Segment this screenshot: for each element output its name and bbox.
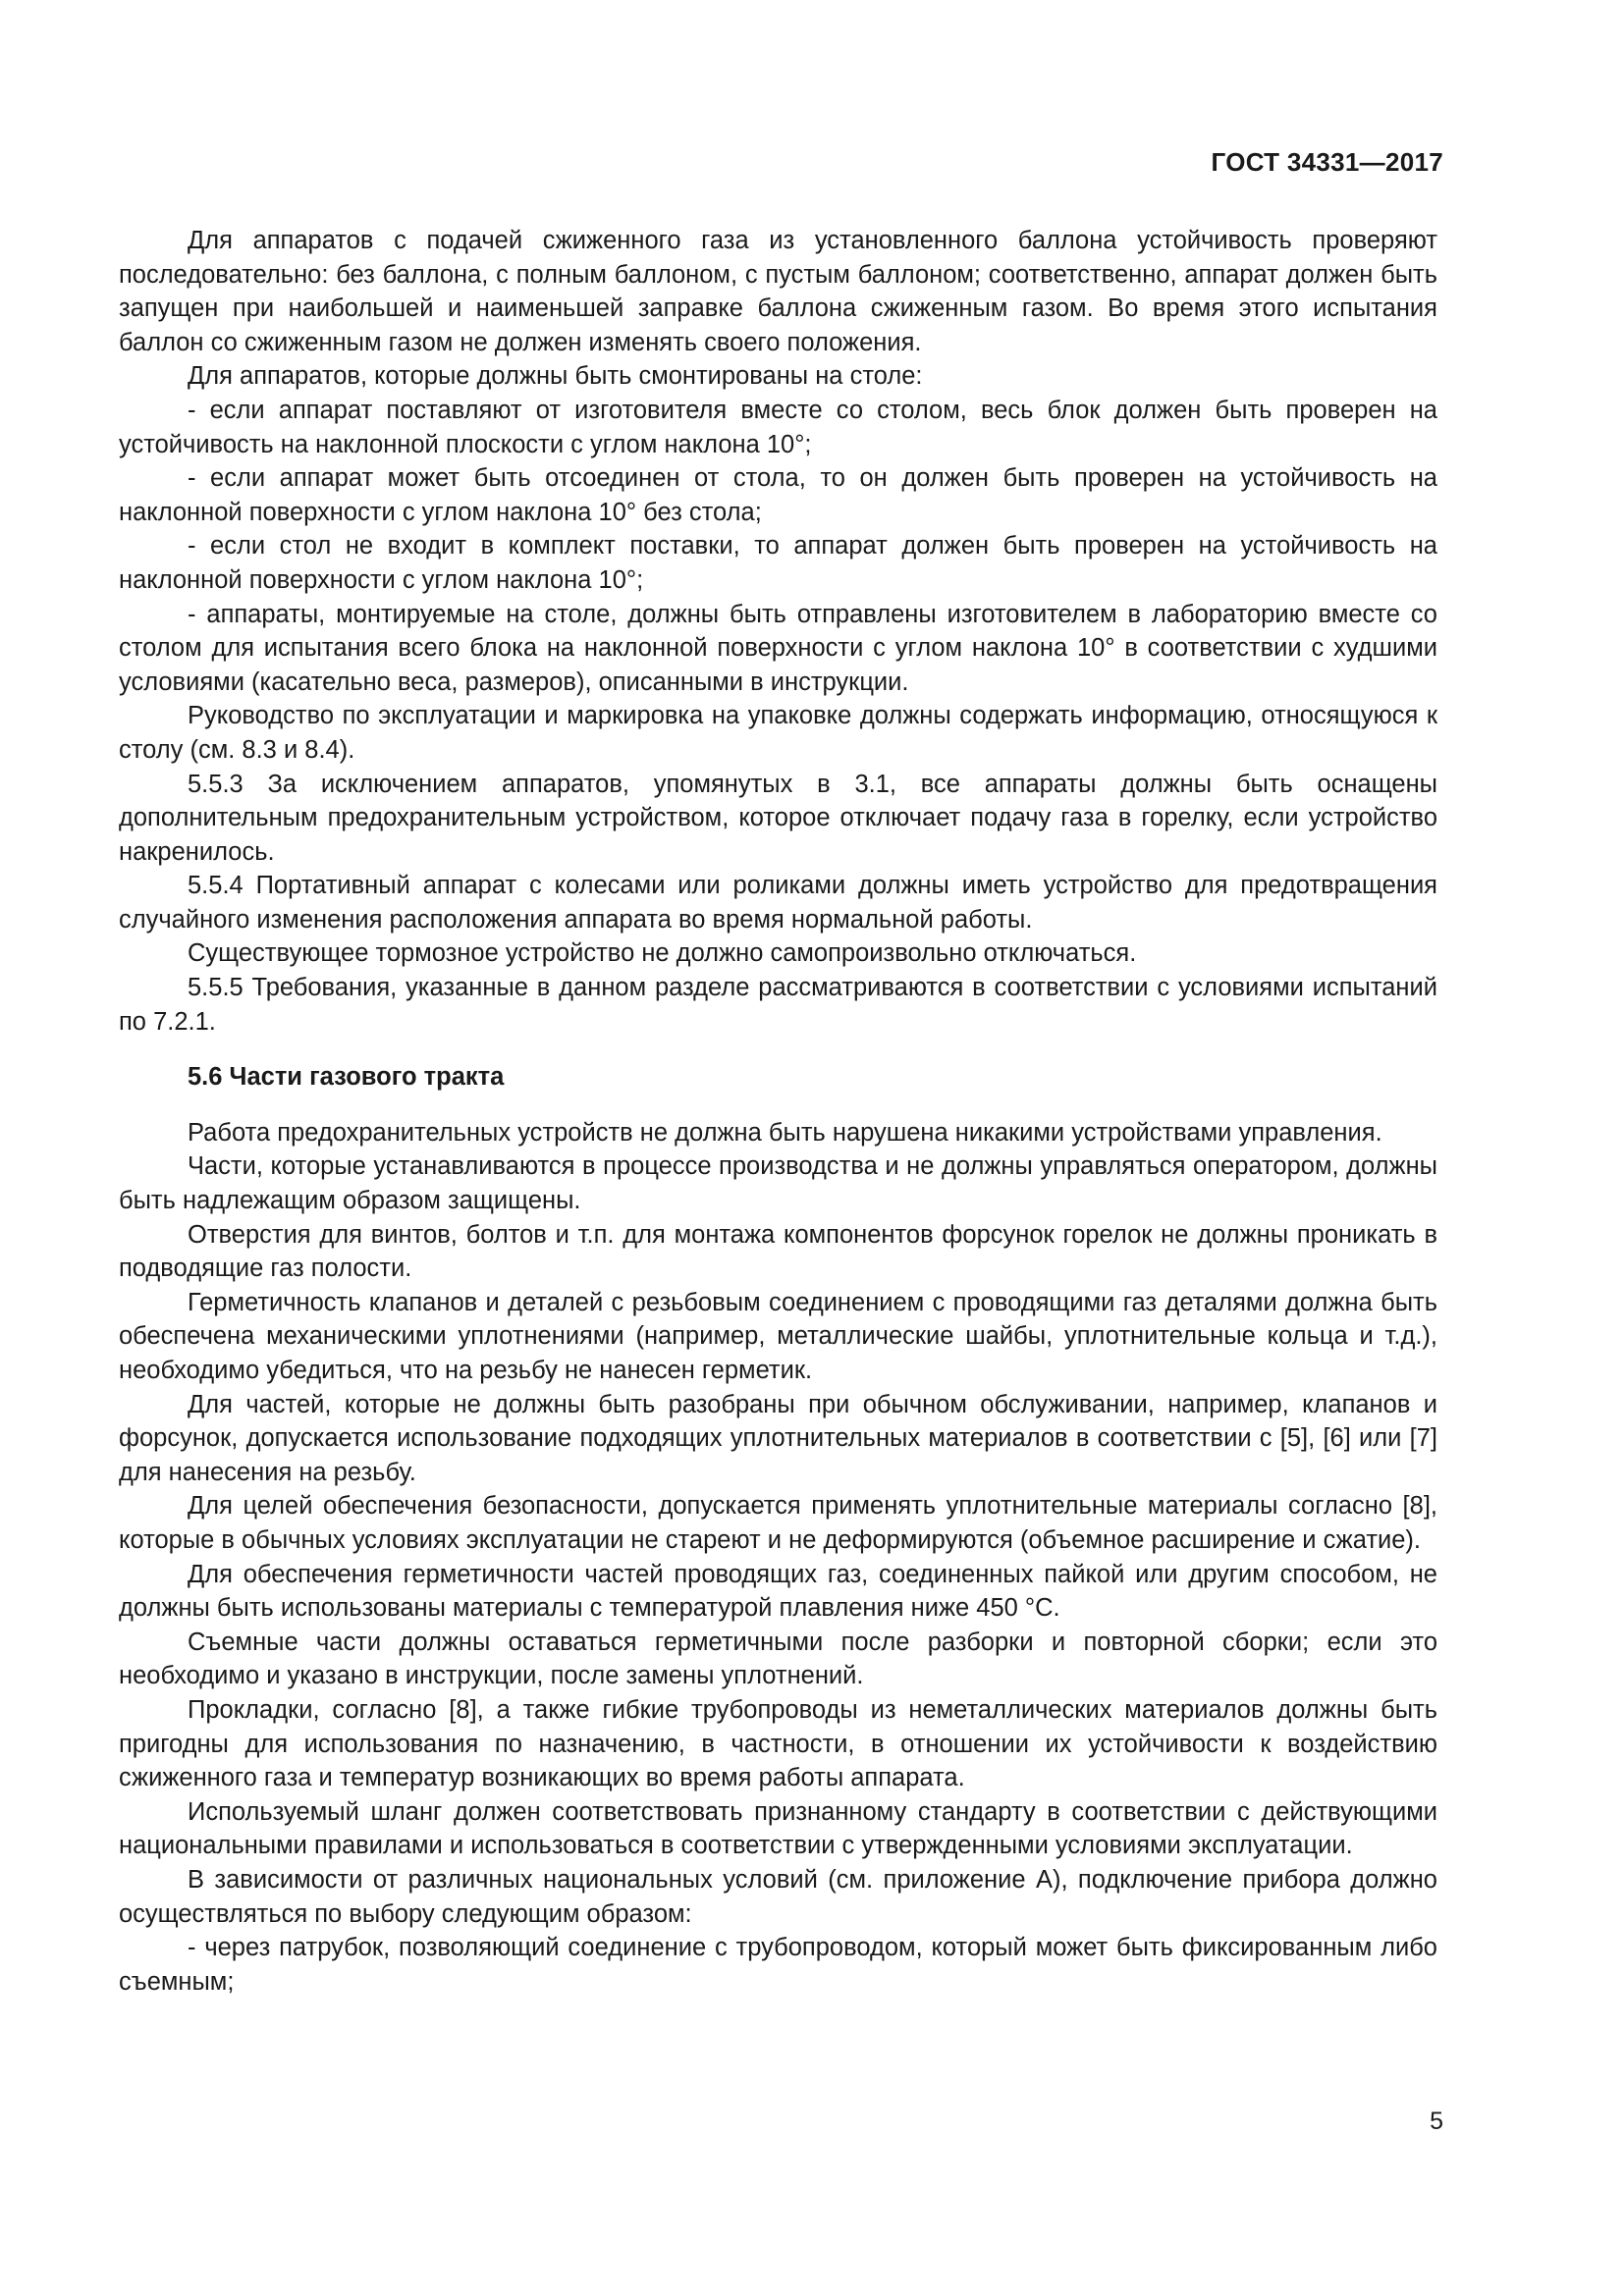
list-item: - если аппарат поставляют от изготовителя вместе со столом, весь блок должен быть проверен на устойчивость на наклонной плоскости с углом наклона 10°; xyxy=(119,396,1437,458)
paragraph: Для аппаратов, которые должны быть смонтированы на столе: xyxy=(188,362,923,391)
list-item: - аппараты, монтируемые на столе, должны быть отправлены изготовителем в лабораторию вместе со столом для испытания всего блока на наклонной поверхности с углом наклона 10° в соответствии с худшими условиями (касательно веса, размеров), описанными в инструкции. xyxy=(119,600,1437,696)
clause-5-5-5: 5.5.5 Требования, указанные в данном разделе рассматриваются в соответствии с условиями испытаний по 7.2.1. xyxy=(119,974,1437,1036)
paragraph: Прокладки, согласно [8], а также гибкие трубопроводы из неметаллических материалов должны быть пригодны для использования по назначению, в частности, в отношении их устойчивости к воздействию сжиженного газа и температур возникающих во время работы аппарата. xyxy=(119,1695,1437,1792)
clause-5-5-4: 5.5.4 Портативный аппарат с колесами или роликами должны иметь устройство для предотвращения случайного изменения расположения аппарата во время нормальной работы. xyxy=(119,872,1437,934)
paragraph: Для целей обеспечения безопасности, допускается применять уплотнительные материалы согласно [8], которые в обычных условиях эксплуатации не стареют и не деформируются (объемное расширение и сжатие). xyxy=(119,1492,1437,1554)
paragraph: Для обеспечения герметичности частей проводящих газ, соединенных пайкой или другим способом, не должны быть использованы материалы с температурой плавления ниже 450 °С. xyxy=(119,1560,1437,1623)
paragraph: Съемные части должны оставаться герметичными после разборки и повторной сборки; если это необходимо и указано в инструкции, после замены уплотнений. xyxy=(119,1628,1437,1690)
clause-5-5-3: 5.5.3 За исключением аппаратов, упомянутых в 3.1, все аппараты должны быть оснащены дополнительным предохранительным устройством, которое отключает подачу газа в горелку, если устройство накренилось. xyxy=(119,770,1437,866)
list-item: - если стол не входит в комплект поставки, то аппарат должен быть проверен на устойчивость на наклонной поверхности с углом наклона 10°; xyxy=(119,532,1437,594)
paragraph: Работа предохранительных устройств не должна быть нарушена никакими устройствами управления. xyxy=(188,1118,1382,1147)
paragraph: Для аппаратов с подачей сжиженного газа из установленного баллона устойчивость проверяют последовательно: без баллона, с полным баллоном, с пустым баллоном; соответственно, аппарат должен быть запущен при наибольшей и наименьшей заправке баллона сжиженным газом. Во время этого испытания баллон со сжиженным газом не должен изменять своего положения. xyxy=(119,227,1437,356)
standard-code: ГОСТ 34331—2017 xyxy=(1211,147,1443,177)
document-body xyxy=(119,224,1437,1999)
section-heading: 5.6 Части газового тракта xyxy=(188,1063,505,1092)
paragraph: Герметичность клапанов и деталей с резьбовым соединением с проводящими газ деталями должна быть обеспечена механическими уплотнениями (например, металлические шайбы, уплотнительные кольца и т.д.), необходимо убедиться, что на резьбу не нанесен герметик. xyxy=(119,1288,1437,1384)
page-number: 5 xyxy=(1430,2108,1443,2135)
paragraph: Отверстия для винтов, болтов и т.п. для монтажа компонентов форсунок горелок не должны проникать в подводящие газ полости. xyxy=(119,1220,1437,1283)
paragraph: Используемый шланг должен соответствовать признанному стандарту в соответствии с действующими национальными правилами и использоваться в соответствии с утвержденными условиями эксплуатации. xyxy=(119,1797,1437,1860)
list-item: - через патрубок, позволяющий соединение с трубопроводом, который может быть фиксированным либо съемным; xyxy=(119,1934,1437,1996)
list-item: - если аппарат может быть отсоединен от стола, то он должен быть проверен на устойчивость на наклонной поверхности с углом наклона 10° без стола; xyxy=(119,464,1437,526)
paragraph: Существующее тормозное устройство не должно самопроизвольно отключаться. xyxy=(188,939,1137,968)
paragraph: В зависимости от различных национальных условий (см. приложение А), подключение прибора должно осуществляться по выбору следующим образом: xyxy=(119,1865,1437,1928)
paragraph: Части, которые устанавливаются в процессе производства и не должны управляться оператором, должны быть надлежащим образом защищены. xyxy=(119,1152,1437,1215)
paragraph: Руководство по эксплуатации и маркировка на упаковке должны содержать информацию, относящуюся к столу (см. 8.3 и 8.4). xyxy=(119,702,1437,764)
paragraph: Для частей, которые не должны быть разобраны при обычном обслуживании, например, клапанов и форсунок, допускается использование подходящих уплотнительных материалов в соответствии с [5], [6] или [7] для нанесения на резьбу. xyxy=(119,1390,1437,1486)
